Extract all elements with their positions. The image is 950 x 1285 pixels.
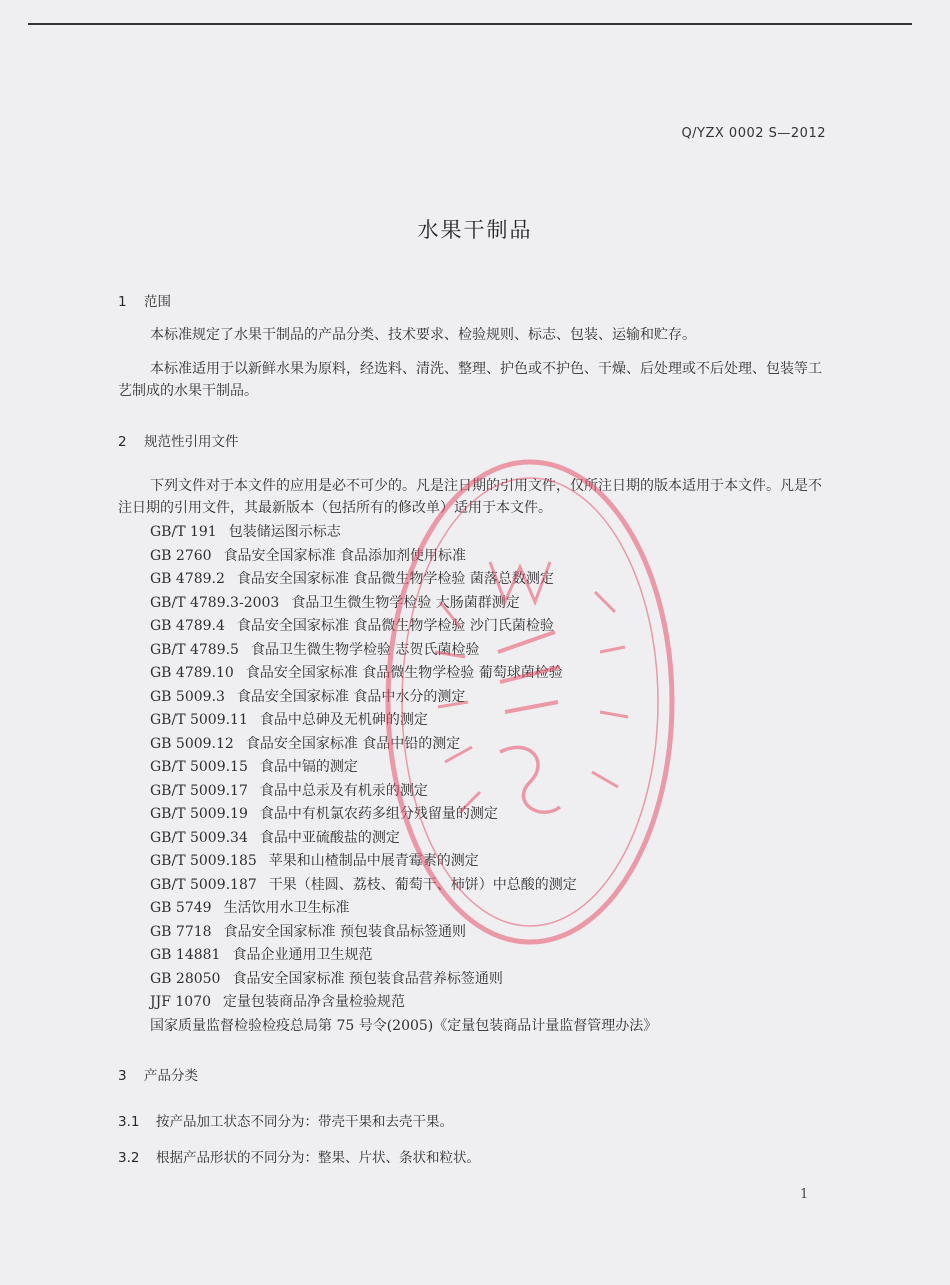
reference-code: GB/T 5009.185 — [150, 853, 257, 869]
reference-item — [150, 521, 657, 545]
reference-item — [150, 545, 657, 569]
reference-code: JJF 1070 — [150, 994, 212, 1010]
reference-title: 食品卫生微生物学检验 大肠菌群测定 — [291, 594, 520, 611]
document-code: Q/YZX 0002 S—2012 — [681, 126, 826, 141]
reference-item — [150, 850, 657, 874]
reference-code: GB/T 5009.19 — [150, 806, 248, 822]
reference-title: 食品中亚硫酸盐的测定 — [259, 829, 400, 846]
reference-item — [150, 827, 657, 851]
section-2-heading — [118, 430, 239, 450]
reference-title: 食品中总汞及有机汞的测定 — [259, 782, 428, 799]
section-title: 范围 — [144, 294, 171, 310]
reference-title: 食品安全国家标准 食品中铅的测定 — [245, 735, 461, 752]
reference-item — [150, 709, 657, 733]
reference-code: GB/T 5009.17 — [150, 782, 248, 799]
clause-text: 根据产品形状的不同分为：整果、片状、条状和粒状。 — [156, 1150, 480, 1166]
reference-item — [150, 944, 657, 968]
reference-code: GB 14881 — [150, 947, 221, 963]
section-2-paragraph-1: 下列文件对于本文件的应用是必不可少的。凡是注日期的引用文件，仅所注日期的版本适用于本文件。凡是不注日期的引用文件，其最新版本（包括所有的修改单）适用于本文件。 — [118, 478, 822, 516]
reference-title: 食品安全国家标准 食品微生物学检验 葡萄球菌检验 — [245, 665, 563, 681]
reference-title: 苹果和山楂制品中展青霉素的测定 — [268, 853, 479, 869]
page-number: 1 — [800, 1187, 809, 1202]
section-number: 2 — [118, 434, 127, 450]
section-3-heading — [118, 1064, 198, 1084]
reference-code: GB 5749 — [150, 900, 212, 916]
reference-item — [150, 780, 657, 804]
reference-item — [150, 568, 657, 592]
reference-item — [150, 803, 657, 827]
reference-code: GB/T 5009.187 — [150, 876, 257, 893]
reference-item — [150, 756, 657, 780]
reference-title: 食品企业通用卫生规范 — [232, 947, 373, 963]
reference-title: 食品卫生微生物学检验 志贺氏菌检验 — [250, 641, 480, 658]
reference-item — [150, 639, 657, 663]
reference-item — [150, 1015, 657, 1039]
clause-3-1 — [118, 1110, 453, 1130]
reference-title: 食品中镉的测定 — [259, 759, 358, 775]
reference-item — [150, 968, 657, 992]
reference-title: 食品中有机氯农药多组分残留量的测定 — [259, 806, 498, 822]
section-1-paragraph-2: 本标准适用于以新鲜水果为原料，经选料、清洗、整理、护色或不护色、干燥、后处理或不后处理、包装等工艺制成的水果干制品。 — [118, 361, 822, 399]
reference-code: GB/T 191 — [150, 524, 217, 540]
reference-title: 包装储运图示标志 — [228, 524, 341, 540]
reference-code: GB/T 5009.15 — [150, 759, 248, 775]
clause-number: 3.1 — [118, 1114, 140, 1130]
reference-title: 食品安全国家标准 预包装食品标签通则 — [223, 923, 467, 940]
reference-item — [150, 897, 657, 921]
reference-code: GB 28050 — [150, 970, 221, 987]
reference-code: GB 4789.4 — [150, 618, 225, 634]
reference-title: 食品安全国家标准 食品中水分的测定 — [236, 688, 466, 705]
reference-code: GB 7718 — [150, 923, 212, 940]
reference-code: GB 5009.3 — [150, 688, 225, 705]
clause-text: 按产品加工状态不同分为：带壳干果和去壳干果。 — [156, 1114, 453, 1130]
clause-number: 3.2 — [118, 1150, 140, 1166]
normative-references-list — [150, 521, 657, 1038]
reference-title: 定量包装商品净含量检验规范 — [223, 994, 406, 1010]
reference-item — [150, 921, 657, 945]
reference-title: 食品安全国家标准 预包装食品营养标签通则 — [232, 970, 503, 987]
reference-item — [150, 662, 657, 686]
reference-code: GB 2760 — [150, 547, 212, 564]
reference-code: GB/T 5009.34 — [150, 829, 248, 846]
section-1-heading — [118, 290, 171, 310]
reference-code: GB/T 5009.11 — [150, 712, 248, 728]
reference-title: 食品安全国家标准 食品添加剂使用标准 — [223, 547, 467, 564]
reference-item — [150, 733, 657, 757]
section-number: 3 — [118, 1068, 127, 1084]
reference-code: GB 5009.12 — [150, 735, 234, 752]
header-rule — [28, 23, 912, 25]
reference-code: GB/T 4789.3-2003 — [150, 594, 280, 611]
reference-item — [150, 991, 657, 1015]
reference-code: GB 4789.2 — [150, 571, 225, 587]
reference-code: GB/T 4789.5 — [150, 641, 239, 658]
document-title: 水果干制品 — [417, 218, 533, 242]
clause-3-2 — [118, 1146, 480, 1166]
reference-title: 国家质量监督检验检疫总局第 75 号令(2005)《定量包装商品计量监督管理办法》 — [150, 1017, 658, 1034]
reference-title: 食品安全国家标准 食品微生物学检验 沙门氏菌检验 — [236, 618, 554, 634]
reference-title: 食品安全国家标准 食品微生物学检验 菌落总数测定 — [236, 571, 554, 587]
section-title: 规范性引用文件 — [144, 434, 239, 450]
reference-code: GB 4789.10 — [150, 665, 234, 681]
section-number: 1 — [118, 294, 127, 310]
reference-item — [150, 615, 657, 639]
reference-item — [150, 686, 657, 710]
section-title: 产品分类 — [144, 1068, 198, 1084]
reference-item — [150, 592, 657, 616]
reference-title: 生活饮用水卫生标准 — [223, 900, 350, 916]
section-1-paragraph-1: 本标准规定了水果干制品的产品分类、技术要求、检验规则、标志、包装、运输和贮存。 — [150, 327, 696, 343]
reference-title: 干果（桂圆、荔枝、葡萄干、柿饼）中总酸的测定 — [268, 876, 577, 893]
reference-title: 食品中总砷及无机砷的测定 — [259, 712, 428, 728]
reference-item — [150, 874, 657, 898]
